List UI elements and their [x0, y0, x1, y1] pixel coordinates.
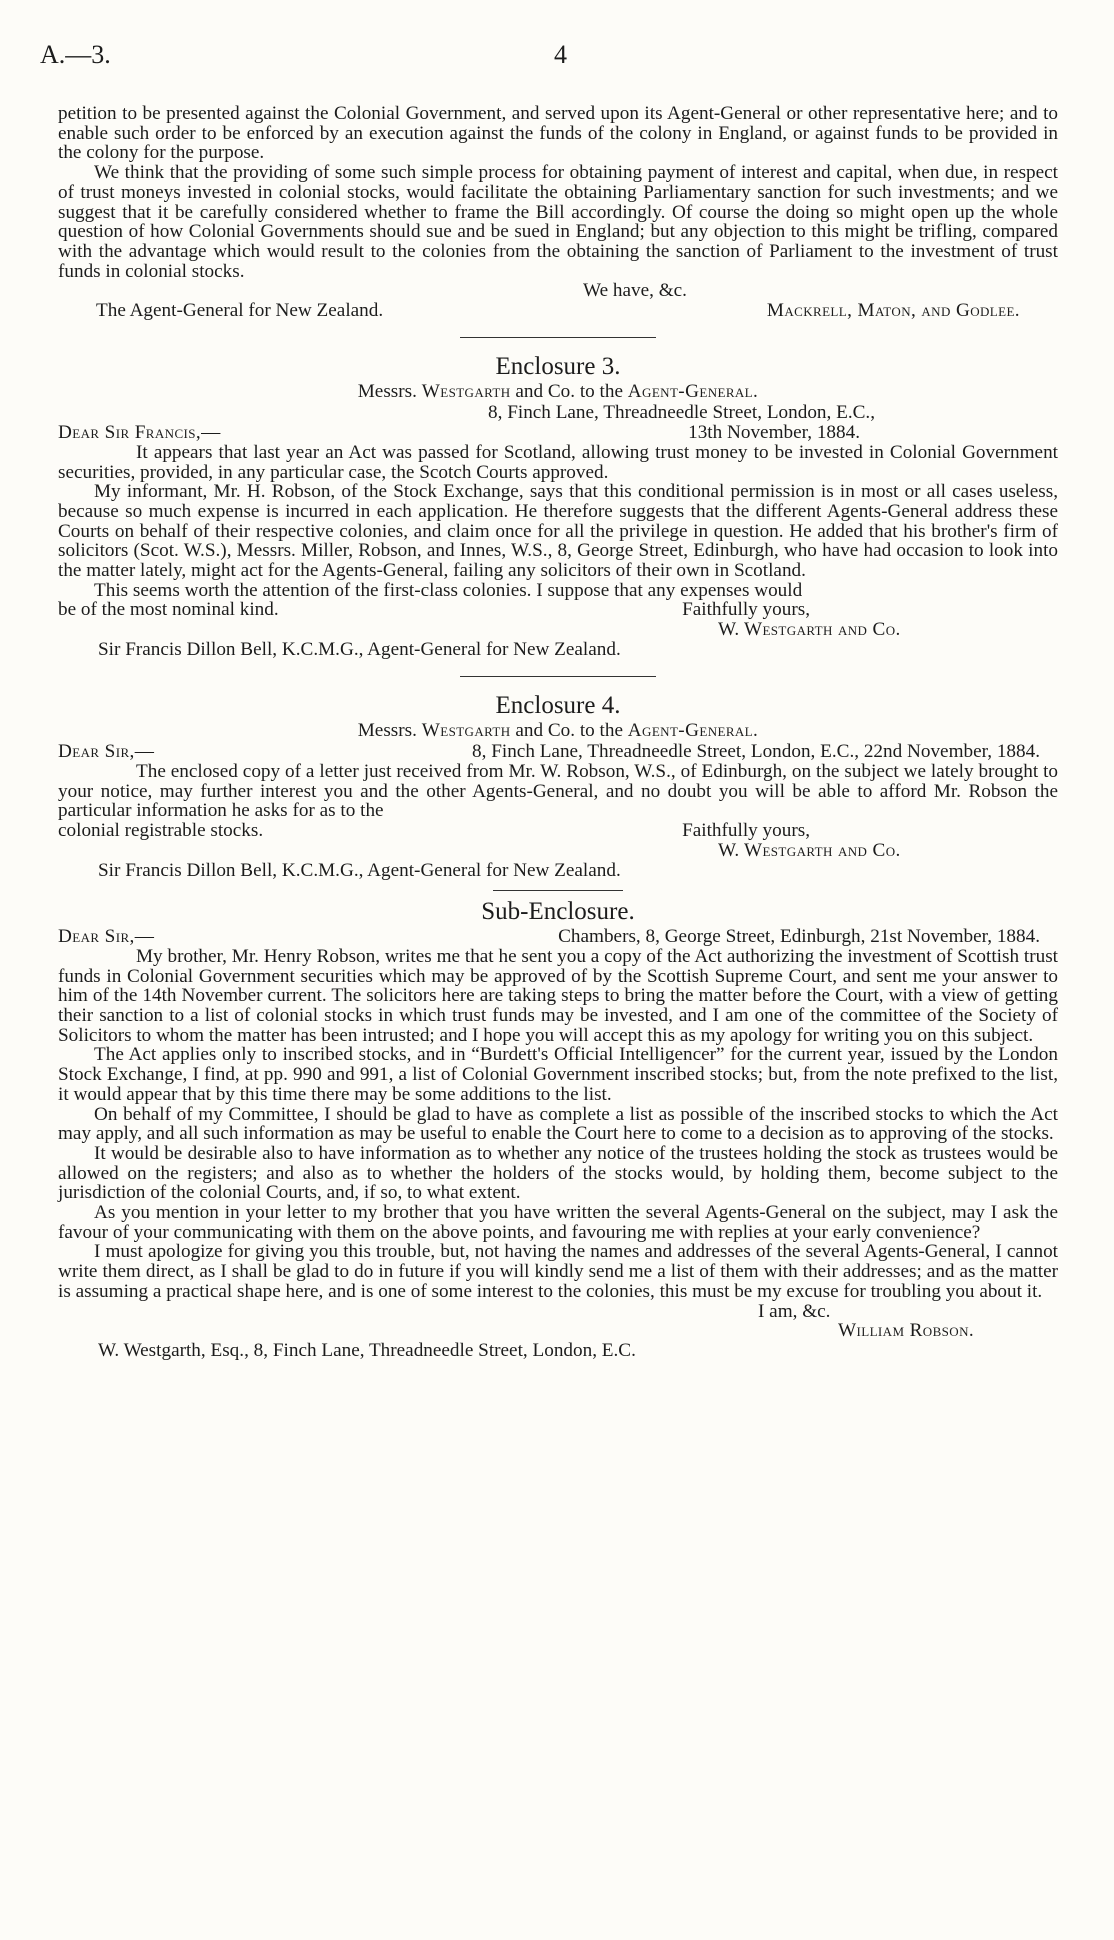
subtitle-text: and Co. to the	[515, 719, 623, 741]
paragraph: I must apologize for giving you this trouble, but, not having the names and addresses of the several Agents-General, I cannot write them direct, as I shall be glad to do in future if you will kindly send me a list of them with their addresses; and as the matter is assuming a practical shape here, and is one of some interest to the colonies, this must be my excuse for troubling you about it.	[58, 1241, 1058, 1302]
signatory: Mackrell, Maton, and Godlee.	[766, 300, 1020, 322]
paragraph: It appears that last year an Act was passed for Scotland, allowing trust money to be invested in Colonial Government securities, provided, in any particular case, the Scotch Courts approved.	[58, 441, 1058, 483]
letter-continuation	[58, 104, 1058, 321]
sender-address-date: 8, Finch Lane, Threadneedle Street, London, E.C., 22nd November, 1884.	[472, 741, 1040, 763]
salutation-row	[58, 927, 1058, 947]
salutation: Dear Sir,—	[58, 741, 155, 763]
subtitle-text: Messrs.	[357, 719, 417, 741]
sender-address: 8, Finch Lane, Threadneedle Street, London, E.C.,	[488, 402, 876, 424]
signatory-initial: W.	[718, 619, 740, 641]
subtitle-text: Messrs.	[357, 380, 417, 402]
sender-address-date: Chambers, 8, George Street, Edinburgh, 21st November, 1884.	[558, 926, 1040, 948]
sub-enclosure	[58, 897, 1058, 1360]
page-number: 4	[554, 40, 567, 69]
closing-row	[58, 600, 1058, 620]
section-title: Sub-Enclosure.	[481, 898, 635, 926]
document-reference: A.—3.	[40, 40, 111, 69]
signatory-initial: W.	[718, 839, 740, 861]
salutation: Dear Sir Francis,—	[58, 422, 221, 444]
signatory-name: Westgarth and Co.	[743, 619, 901, 641]
page-header	[40, 40, 1074, 74]
letter-closing: I am, &c.	[758, 1300, 831, 1322]
signatory	[58, 841, 1058, 861]
salutation: Dear Sir,—	[58, 926, 155, 948]
letter-date: 13th November, 1884.	[688, 422, 860, 444]
paragraph: As you mention in your letter to my brother that you have written the several Agents-General on the subject, may I ask the favour of your communicating with them on the above points, and favouring me with replies at your early convenience?	[58, 1202, 1058, 1243]
signatory: William Robson.	[838, 1320, 975, 1342]
paragraph: My informant, Mr. H. Robson, of the Stock Exchange, says that this conditional permission is in most or all cases useless, because so much expense is incurred in each application. He therefore suggests that the different Agents-General address these Courts on behalf of their respective colonies, and claim once for all the privilege in question. He added that his brother's firm of solicitors (Scot. W.S.), Messrs. Miller, Robson, and Innes, W.S., 8, George Street, Edinburgh, who have had occasion to look into the matter lately, might act for the Agents-General, failing any solicitors of their own in Scotland.	[58, 481, 1058, 582]
subtitle-recipient: Agent-General.	[627, 719, 759, 741]
paragraph: On behalf of my Committee, I should be glad to have as complete a list as possible of the inscribed stocks to which the Act may apply, and all such information as may be useful to enable the Court here to come to a decision as to approving of the stocks.	[58, 1103, 1058, 1145]
paragraph: petition to be presented against the Colonial Government, and served upon its Agent-General or other representative here; and to enable such order to be enforced by an execution against the funds of the colony in England, or against funds to be provided in the colony for the purpose.	[58, 103, 1058, 164]
section-subtitle	[58, 721, 1058, 741]
section-divider	[493, 890, 623, 891]
signatory-name: Westgarth and Co.	[743, 839, 901, 861]
paragraph: The enclosed copy of a letter just received from Mr. W. Robson, W.S., of Edinburgh, on the subject we lately brought to your notice, may further interest you and the other Agents-General, and no doubt you will be able to afford Mr. Robson the particular information he asks for as to the	[58, 760, 1058, 822]
section-subtitle	[58, 382, 1058, 402]
addressee: The Agent-General for New Zealand.	[96, 300, 384, 322]
section-title: Enclosure 4.	[495, 691, 621, 719]
recipient: Sir Francis Dillon Bell, K.C.M.G., Agent-General for New Zealand.	[98, 859, 621, 881]
paragraph: It would be desirable also to have information as to whether any notice of the trustees holding the stock as trustees would be allowed on the registers; and also as to whether the holders of the stocks would, by holding them, become subject to the jurisdiction of the colonial Courts, and, if so, to what extent.	[58, 1142, 1058, 1204]
subtitle-firm: Westgarth	[421, 719, 511, 741]
section-title: Enclosure 3.	[495, 352, 621, 380]
paragraph: The Act applies only to inscribed stocks, and in “Burdett's Official Intelligencer” for the current year, issued by the London Stock Exchange, I find, at pp. 990 and 991, a list of Colonial Government inscribed stocks; but, from the note prefixed to the list, it would appear that by this time there may be some additions to the list.	[58, 1044, 1058, 1105]
salutation-row	[58, 423, 1058, 443]
letter-closing: We have, &c.	[583, 280, 687, 302]
section-divider	[460, 676, 656, 677]
paragraph: We think that the providing of some such simple process for obtaining payment of interest and capital, when due, in respect of trust moneys invested in colonial stocks, would facilitate the obtaining Parliamentary sanction for such investments; and we suggest that it be carefully considered whether to frame the Bill accordingly. Of course the doing so might open up the whole question of how Colonial Governments should sue and be sued in England; but any objection to this might be trifling, compared with the advantage which would result to the colonies from the obtaining the sanction of Parliament to the investment of trust funds in colonial stocks.	[58, 162, 1058, 282]
recipient: W. Westgarth, Esq., 8, Finch Lane, Threadneedle Street, London, E.C.	[98, 1339, 636, 1361]
letter-closing: Faithfully yours,	[682, 599, 810, 621]
closing-row	[58, 821, 1058, 841]
paragraph: This seems worth the attention of the first-class colonies. I suppose that any expenses would	[94, 579, 803, 601]
subtitle-firm: Westgarth	[421, 380, 511, 402]
document-body	[58, 104, 1058, 1361]
subtitle-text: and Co. to the	[515, 380, 623, 402]
enclosure-3	[58, 352, 1058, 660]
paragraph: My brother, Mr. Henry Robson, writes me that he sent you a copy of the Act authorizing the investment of Scottish trust funds in Colonial Government securities which may be approved of by the Scottish Supreme Court, and sent me your answer to him of the 14th November current. The solicitors here are taking steps to bring the matter before the Court, with a view of getting their sanction to a list of colonial stocks in which trust funds may be invested, and I am one of the committee of the Society of Solicitors to whom the matter has been intrusted; and I hope you will accept this as my apology for writing you on this subject.	[58, 945, 1058, 1046]
signatory	[58, 620, 1058, 640]
section-divider	[460, 337, 656, 338]
recipient: Sir Francis Dillon Bell, K.C.M.G., Agent-General for New Zealand.	[98, 638, 621, 660]
salutation-row	[58, 742, 1058, 762]
paragraph-end: be of the most nominal kind.	[58, 599, 279, 621]
paragraph-end: colonial registrable stocks.	[58, 820, 264, 842]
signature-row	[58, 301, 1058, 321]
subtitle-recipient: Agent-General.	[627, 380, 759, 402]
letter-closing: Faithfully yours,	[682, 820, 810, 842]
enclosure-4	[58, 691, 1058, 881]
